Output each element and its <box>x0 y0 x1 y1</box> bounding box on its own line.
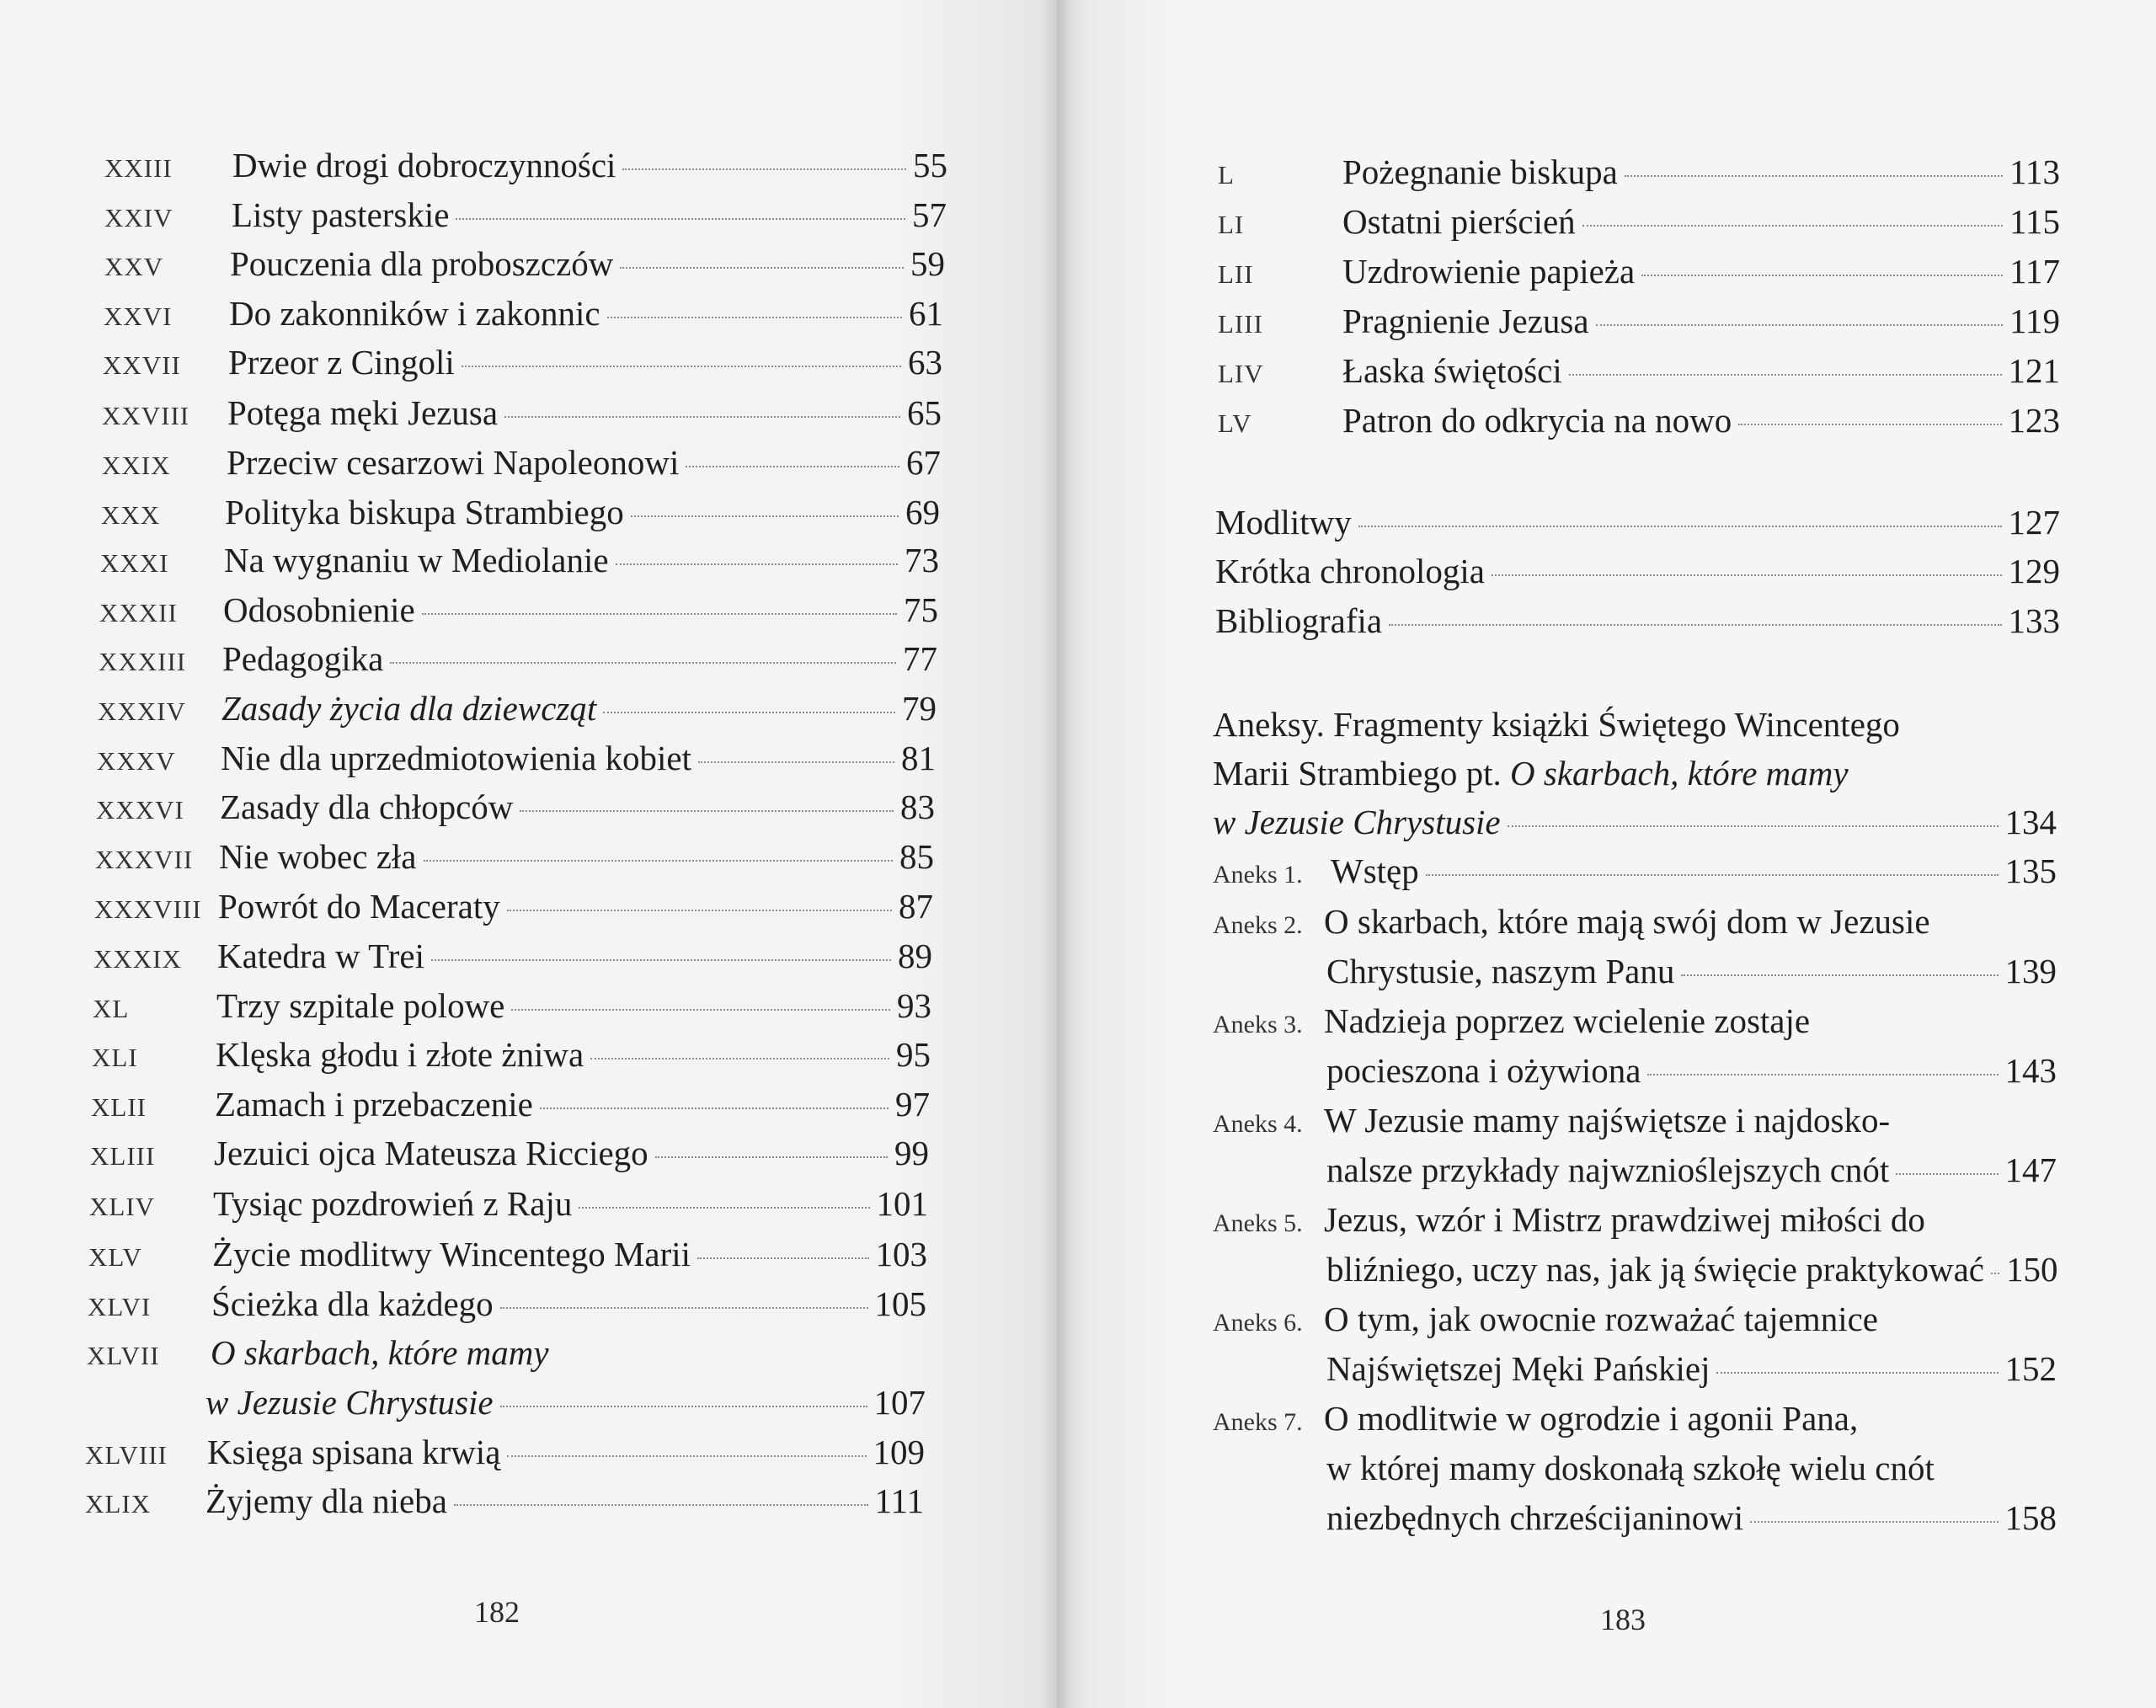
chapter-number: XLVIII <box>85 1440 168 1470</box>
toc-entry[interactable] <box>223 590 938 637</box>
chapter-title: Odosobnienie <box>223 590 415 629</box>
leader-dots <box>540 1108 889 1109</box>
annex-label: Aneks 4. <box>1213 1110 1303 1138</box>
chapter-title: Tysiąc pozdrowień z Raju <box>213 1184 573 1223</box>
chapter-page: 57 <box>912 195 947 234</box>
annex-label: Aneks 1. <box>1213 861 1303 889</box>
chapter-page: 101 <box>876 1184 928 1223</box>
leader-dots <box>456 218 905 220</box>
annex-entry[interactable] <box>1326 1150 2057 1197</box>
chapter-number: XXXVI <box>96 795 184 825</box>
leader-dots <box>631 515 899 517</box>
annex-entry[interactable] <box>1326 1497 2057 1545</box>
annex-page: 150 <box>2005 1250 2058 1289</box>
chapter-page: 85 <box>899 837 934 876</box>
annex-intro-line2-a: Marii Strambiego pt. <box>1213 754 1511 793</box>
toc-entry[interactable] <box>229 293 943 340</box>
chapter-page: 103 <box>875 1235 927 1273</box>
backmatter-title: Bibliografia <box>1215 601 1383 640</box>
chapter-number: XLI <box>92 1043 138 1072</box>
chapter-number: XLII <box>91 1092 147 1122</box>
chapter-title: Powrót do Maceraty <box>218 887 500 926</box>
chapter-page: 105 <box>874 1284 926 1323</box>
toc-entry[interactable] <box>1342 152 2060 199</box>
leader-dots <box>504 416 900 418</box>
leader-dots <box>1681 974 1998 976</box>
chapter-title: Do zakonników i zakonnic <box>229 294 600 333</box>
chapter-number: XL <box>93 994 130 1023</box>
toc-entry[interactable] <box>205 1382 926 1429</box>
chapter-title: Listy pasterskie <box>232 195 450 234</box>
backmatter-title: Modlitwy <box>1215 503 1352 542</box>
chapter-title: Pedagogika <box>222 639 384 678</box>
chapter-page: 79 <box>902 689 937 728</box>
toc-entry[interactable] <box>211 1284 926 1331</box>
toc-entry[interactable] <box>228 342 942 389</box>
chapter-title: Na wygnaniu w Mediolanie <box>224 541 609 579</box>
chapter-title: Klęska głodu i złote żniwa <box>216 1035 584 1074</box>
leader-dots <box>500 1406 867 1407</box>
chapter-title: Uzdrowienie papieża <box>1342 252 1636 291</box>
chapter-number: XXIX <box>102 451 171 480</box>
leader-dots <box>390 662 896 664</box>
chapter-title: Potęga męki Jezusa <box>227 393 499 432</box>
chapter-page: 87 <box>899 887 933 926</box>
chapter-number: XXVI <box>104 302 173 331</box>
toc-entry[interactable] <box>225 492 940 539</box>
toc-entry[interactable] <box>218 886 933 933</box>
chapter-page: 89 <box>898 937 932 975</box>
leader-dots <box>1582 225 2003 227</box>
leader-dots <box>590 1058 889 1059</box>
chapter-page: 107 <box>873 1383 926 1422</box>
chapter-title: Patron do odkrycia na nowo <box>1342 401 1732 440</box>
toc-entry[interactable] <box>220 787 935 834</box>
toc-entry[interactable] <box>216 1034 931 1081</box>
toc-entry[interactable] <box>1342 251 2060 298</box>
chapter-page: 73 <box>905 541 939 579</box>
chapter-number: XXXV <box>97 746 176 776</box>
toc-entry[interactable] <box>216 985 931 1033</box>
chapter-page: 97 <box>895 1085 930 1124</box>
chapter-title: Dwie drogi dobroczynności <box>232 146 616 184</box>
leader-dots <box>462 366 901 367</box>
chapter-title: Ścieżka dla każdego <box>211 1284 494 1323</box>
toc-entry[interactable] <box>232 145 947 192</box>
chapter-number: XXXVII <box>95 845 194 874</box>
chapter-number: XLIV <box>89 1192 156 1221</box>
leader-dots <box>1426 874 1999 876</box>
annex-intro-page: 134 <box>2004 803 2057 841</box>
annex-label: Aneks 2. <box>1213 911 1303 939</box>
leader-dots <box>579 1207 869 1209</box>
chapter-page: 93 <box>897 986 931 1025</box>
leader-dots <box>1750 1521 1998 1523</box>
chapter-number: XXXVIII <box>94 894 202 924</box>
chapter-title: Życie modlitwy Wincentego Marii <box>212 1235 691 1273</box>
annex-intro-row[interactable] <box>1213 802 2057 849</box>
annex-title-line: O modlitwie w ogrodzie i agonii Pana, <box>1324 1399 1859 1438</box>
chapter-title: Nie dla uprzedmiotowienia kobiet <box>221 739 692 777</box>
chapter-title: Katedra w Trei <box>217 937 424 975</box>
annex-entry[interactable] <box>1326 1249 2057 1296</box>
leader-dots <box>424 860 894 862</box>
annex-intro-line3: w Jezusie Chrystusie <box>1213 803 1501 841</box>
leader-dots <box>507 910 892 911</box>
toc-entry[interactable] <box>221 738 936 785</box>
toc-entry[interactable] <box>219 836 934 883</box>
leader-dots <box>1896 1173 1998 1175</box>
toc-entry[interactable] <box>230 243 945 291</box>
annex-page: 158 <box>2004 1498 2057 1537</box>
chapter-title: Pragnienie Jezusa <box>1342 302 1589 340</box>
leader-dots <box>500 1307 868 1309</box>
backmatter-entry[interactable] <box>1215 502 2060 549</box>
toc-entry[interactable] <box>1342 201 2060 248</box>
chapter-number: XXXII <box>99 598 178 627</box>
backmatter-page: 133 <box>2008 601 2060 640</box>
toc-entry[interactable] <box>207 1432 925 1479</box>
leader-dots <box>507 1455 866 1457</box>
toc-entry[interactable] <box>221 688 937 735</box>
chapter-title: Żyjemy dla nieba <box>205 1481 447 1520</box>
annex-title-line: Jezus, wzór i Mistrz prawdziwej miłości do <box>1324 1200 1925 1239</box>
annex-intro-line2 <box>1213 753 1849 793</box>
annex-title-last: Wstęp <box>1331 851 1419 890</box>
backmatter-page: 127 <box>2008 503 2060 542</box>
chapter-title: Pouczenia dla proboszczów <box>230 244 614 283</box>
leader-dots <box>616 563 898 565</box>
leader-dots <box>454 1504 868 1506</box>
annex-page: 143 <box>2004 1051 2057 1090</box>
leader-dots <box>1647 1074 1998 1076</box>
annex-title-line: w której mamy doskonałą szkołę wielu cnót <box>1326 1449 1935 1487</box>
annex-title-last: Najświętszej Męki Pańskiej <box>1326 1349 1710 1388</box>
chapter-page: 109 <box>873 1433 925 1471</box>
chapter-page: 69 <box>905 493 940 531</box>
leader-dots <box>511 1009 890 1011</box>
backmatter-entry[interactable] <box>1215 551 2060 598</box>
annex-entry[interactable] <box>1326 1050 2057 1097</box>
chapter-number: XXX <box>101 500 161 530</box>
chapter-number: LII <box>1218 259 1254 289</box>
chapter-number: LIV <box>1218 359 1264 388</box>
leader-dots <box>698 761 894 763</box>
leader-dots <box>1389 624 2001 626</box>
leader-dots <box>1492 574 2002 576</box>
chapter-title: w Jezusie Chrystusie <box>205 1383 494 1422</box>
toc-entry[interactable] <box>222 638 937 686</box>
chapter-page: 113 <box>2009 152 2060 191</box>
chapter-title: Księga spisana krwią <box>207 1433 501 1471</box>
leader-dots <box>603 712 895 713</box>
page-number-right: 183 <box>1600 1603 1646 1636</box>
chapter-title: Zamach i przebaczenie <box>215 1085 533 1124</box>
annex-title-last: niezbędnych chrześcijaninowi <box>1326 1498 1744 1537</box>
leader-dots <box>431 959 891 961</box>
chapter-number: XXVIII <box>102 401 190 430</box>
toc-entry[interactable] <box>227 392 942 440</box>
annex-page: 139 <box>2004 952 2057 990</box>
annex-intro-line2-b: O skarbach, które mamy <box>1510 754 1849 793</box>
toc-entry[interactable] <box>1342 301 2060 348</box>
leader-dots <box>655 1156 888 1158</box>
leader-dots <box>607 317 902 318</box>
annex-label: Aneks 3. <box>1213 1011 1303 1038</box>
leader-dots <box>422 613 897 615</box>
page-number-left: 182 <box>474 1595 520 1629</box>
annex-title-line: O tym, jak owocnie rozważać tajemnice <box>1324 1300 1878 1338</box>
chapter-title: Zasady życia dla dziewcząt <box>221 689 597 728</box>
chapter-page: 121 <box>2008 351 2060 390</box>
chapter-page: 123 <box>2008 401 2060 440</box>
toc-entry[interactable] <box>212 1234 927 1281</box>
leader-dots <box>622 168 906 170</box>
annex-label: Aneks 6. <box>1213 1309 1303 1337</box>
chapter-number: L <box>1218 160 1235 189</box>
annex-intro-line1: Aneksy. Fragmenty książki Świętego Wincentego <box>1213 705 1900 744</box>
chapter-page: 55 <box>913 146 947 184</box>
annex-entry[interactable] <box>1326 1348 2057 1396</box>
chapter-page: 81 <box>901 739 936 777</box>
leader-dots <box>697 1257 868 1259</box>
chapter-number: LI <box>1218 210 1245 239</box>
toc-entry[interactable] <box>227 442 941 489</box>
chapter-number: XXXI <box>100 548 169 578</box>
leader-dots <box>1569 374 2002 376</box>
annex-label: Aneks 5. <box>1213 1209 1303 1237</box>
chapter-page: 115 <box>2009 202 2060 241</box>
chapter-page: 67 <box>906 443 941 482</box>
chapter-title: Jezuici ojca Mateusza Ricciego <box>214 1134 648 1172</box>
chapter-page: 99 <box>894 1134 929 1172</box>
leader-dots <box>1738 424 2001 425</box>
chapter-title: Trzy szpitale polowe <box>216 986 505 1025</box>
annex-title-line: W Jezusie mamy najświętsze i najdosko- <box>1324 1101 1891 1140</box>
chapter-title: Nie wobec zła <box>219 837 417 876</box>
chapter-number: XXIV <box>104 203 173 232</box>
toc-entry[interactable] <box>217 936 932 983</box>
annex-label: Aneks 7. <box>1213 1408 1303 1436</box>
annex-page: 147 <box>2004 1150 2057 1189</box>
chapter-number: XLVI <box>88 1292 152 1321</box>
leader-dots <box>620 267 904 269</box>
chapter-number: XLIX <box>85 1489 152 1519</box>
chapter-number: XXVII <box>103 350 181 380</box>
chapter-number: XXV <box>104 252 164 281</box>
chapter-title: Ostatni pierścień <box>1342 202 1576 241</box>
chapter-page: 119 <box>2009 302 2060 340</box>
toc-entry[interactable] <box>205 1481 924 1528</box>
chapter-page: 61 <box>909 294 943 333</box>
chapter-number: XLVII <box>87 1341 160 1370</box>
annex-title-last: Chrystusie, naszym Panu <box>1326 952 1675 990</box>
leader-dots <box>1625 175 2003 177</box>
chapter-title: Pożegnanie biskupa <box>1342 152 1618 191</box>
leader-dots <box>1508 825 1999 827</box>
leader-dots <box>1358 526 2002 527</box>
backmatter-entry[interactable] <box>1215 600 2060 648</box>
chapter-page: 117 <box>2009 252 2060 291</box>
chapter-page: 95 <box>896 1035 931 1074</box>
annex-title-line: Nadzieja poprzez wcielenie zostaje <box>1324 1001 1811 1040</box>
leader-dots <box>1641 275 2003 276</box>
chapter-number: LV <box>1218 408 1252 438</box>
chapter-number: LIII <box>1218 309 1263 339</box>
chapter-page: 59 <box>910 244 945 283</box>
chapter-number: XXXIV <box>98 697 186 726</box>
annex-entry[interactable] <box>1331 851 2057 898</box>
toc-entry[interactable] <box>213 1183 928 1230</box>
toc-entry[interactable] <box>224 540 939 587</box>
chapter-number: XXIII <box>104 153 173 183</box>
leader-dots <box>1716 1372 1998 1374</box>
chapter-number: XXXIX <box>93 944 182 974</box>
leader-dots <box>686 466 899 467</box>
toc-entry[interactable] <box>1342 400 2060 447</box>
toc-entry[interactable] <box>232 195 947 242</box>
toc-entry[interactable] <box>214 1133 929 1180</box>
toc-entry[interactable] <box>215 1084 930 1131</box>
chapter-page: 83 <box>900 787 935 826</box>
chapter-page: 63 <box>908 343 942 382</box>
annex-entry[interactable] <box>1326 951 2057 998</box>
chapter-title-line1: O skarbach, które mamy <box>211 1333 549 1372</box>
chapter-title: Przeor z Cingoli <box>228 343 455 382</box>
chapter-title: Zasady dla chłopców <box>220 787 514 826</box>
annex-title-last: nalsze przykłady najwznioślejszych cnót <box>1326 1150 1890 1189</box>
leader-dots <box>520 810 894 812</box>
annex-page: 135 <box>2004 851 2057 890</box>
backmatter-page: 129 <box>2008 552 2060 590</box>
backmatter-title: Krótka chronologia <box>1215 552 1485 590</box>
chapter-page: 65 <box>907 393 942 432</box>
leader-dots <box>1991 1273 1999 1274</box>
chapter-title: Polityka biskupa Strambiego <box>225 493 624 531</box>
leader-dots <box>1596 324 2003 326</box>
chapter-number: XXXIII <box>99 647 187 676</box>
chapter-page: 77 <box>903 639 937 678</box>
annex-title-last: pocieszona i ożywiona <box>1326 1051 1641 1090</box>
chapter-title: Przeciw cesarzowi Napoleonowi <box>227 443 680 482</box>
toc-entry[interactable] <box>1342 350 2060 398</box>
annex-title-line: O skarbach, które mają swój dom w Jezusie <box>1324 902 1930 941</box>
book-gutter <box>1040 0 1074 1708</box>
chapter-page: 75 <box>904 590 938 629</box>
chapter-number: XLIII <box>90 1141 156 1171</box>
annex-page: 152 <box>2004 1349 2057 1388</box>
annex-title-last: bliźniego, uczy nas, jak ją święcie praktykować <box>1326 1250 1984 1289</box>
chapter-number: XLV <box>88 1242 142 1272</box>
chapter-page: 111 <box>874 1481 924 1520</box>
chapter-title: Łaska świętości <box>1342 351 1562 390</box>
